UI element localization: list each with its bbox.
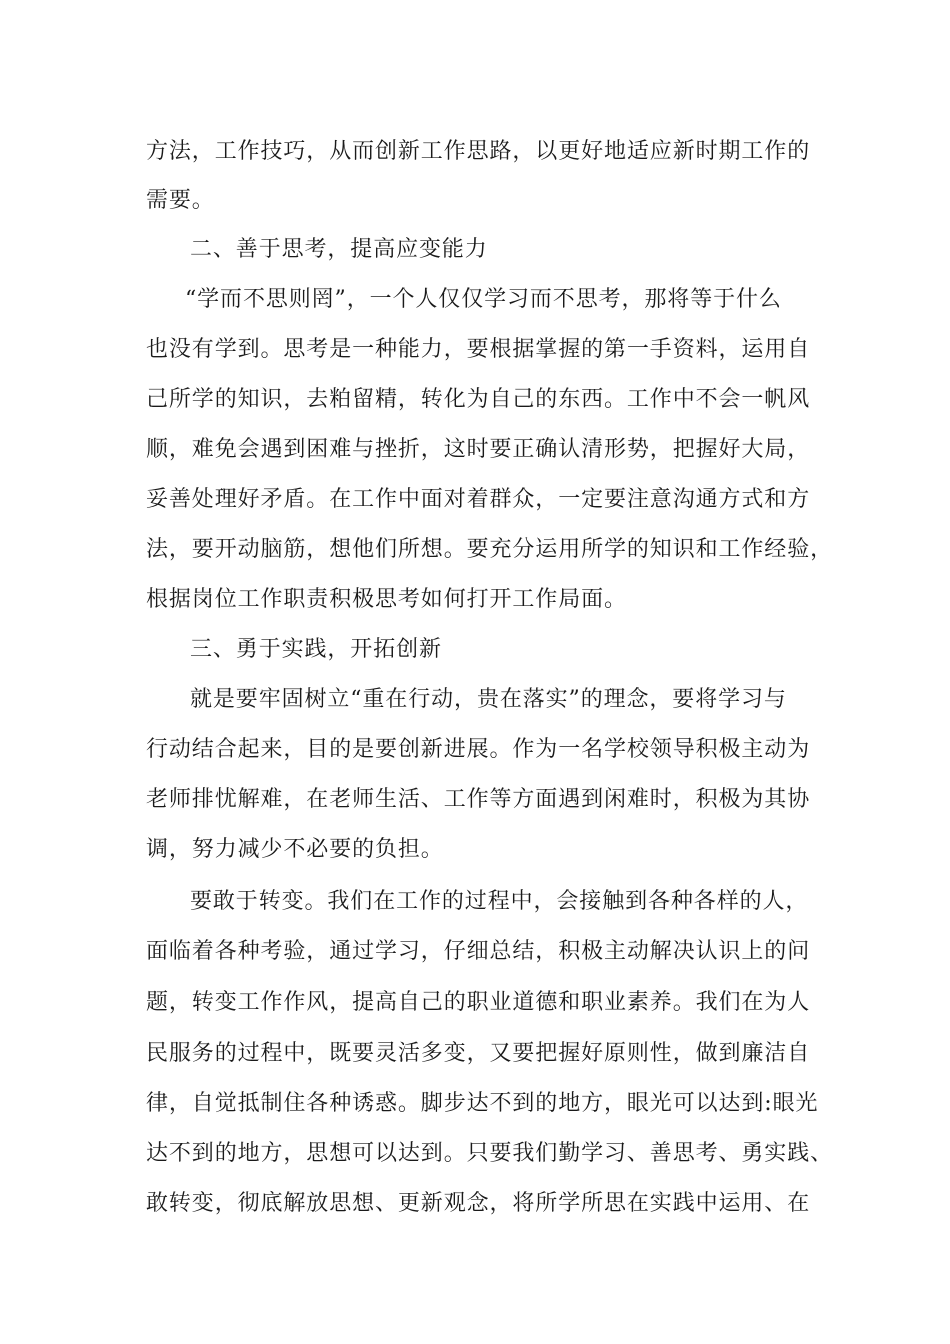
paragraph-line: 达不到的地方，思想可以达到。只要我们勤学习、善思考、勇实践、 xyxy=(146,1141,834,1166)
paragraph-line: 妥善处理好矛盾。在工作中面对着群众，一定要注意沟通方式和方 xyxy=(146,487,811,512)
paragraph-line: 行动结合起来，目的是要创新进展。作为一名学校领导积极主动为 xyxy=(146,737,811,762)
paragraph-line: 就是要牢固树立“重在行动，贵在落实”的理念，要将学习与 xyxy=(190,687,787,712)
paragraph-line: 己所学的知识，去粕留精，转化为自己的东西。工作中不会一帆风 xyxy=(146,387,811,412)
paragraph-line: 律，自觉抵制住各种诱惑。脚步达不到的地方，眼光可以达到:眼光 xyxy=(146,1091,819,1116)
paragraph-line: 民服务的过程中，既要灵活多变，又要把握好原则性，做到廉洁自 xyxy=(146,1041,811,1066)
paragraph-line: 法，要开动脑筋，想他们所想。要充分运用所学的知识和工作经验， xyxy=(146,537,834,562)
section-heading: 三、勇于实践，开拓创新 xyxy=(190,637,442,662)
paragraph-line: 需要。 xyxy=(146,188,215,213)
paragraph-line: 根据岗位工作职责积极思考如何打开工作局面。 xyxy=(146,587,627,612)
paragraph-line: 敢转变，彻底解放思想、更新观念，将所学所思在实践中运用、在 xyxy=(146,1191,811,1216)
paragraph-line: “学而不思则罔”，一个人仅仅学习而不思考，那将等于什么 xyxy=(185,287,782,312)
paragraph-line: 面临着各种考验，通过学习，仔细总结，积极主动解决认识上的问 xyxy=(146,939,811,964)
paragraph-line: 方法，工作技巧，从而创新工作思路，以更好地适应新时期工作的 xyxy=(146,139,811,164)
paragraph-line: 要敢于转变。我们在工作的过程中，会接触到各种各样的人， xyxy=(190,889,809,914)
section-heading: 二、善于思考，提高应变能力 xyxy=(190,237,488,262)
paragraph-line: 老师排忧解难，在老师生活、工作等方面遇到闲难时，积极为其协 xyxy=(146,787,811,812)
paragraph-line: 顺，难免会遇到困难与挫折，这时要正确认清形势，把握好大局， xyxy=(146,437,811,462)
paragraph-line: 也没有学到。思考是一种能力，要根据掌握的第一手资料，运用自 xyxy=(146,337,811,362)
paragraph-line: 题，转变工作作风，提高自己的职业道德和职业素养。我们在为人 xyxy=(146,990,811,1015)
paragraph-line: 调，努力减少不必要的负担。 xyxy=(146,837,444,862)
